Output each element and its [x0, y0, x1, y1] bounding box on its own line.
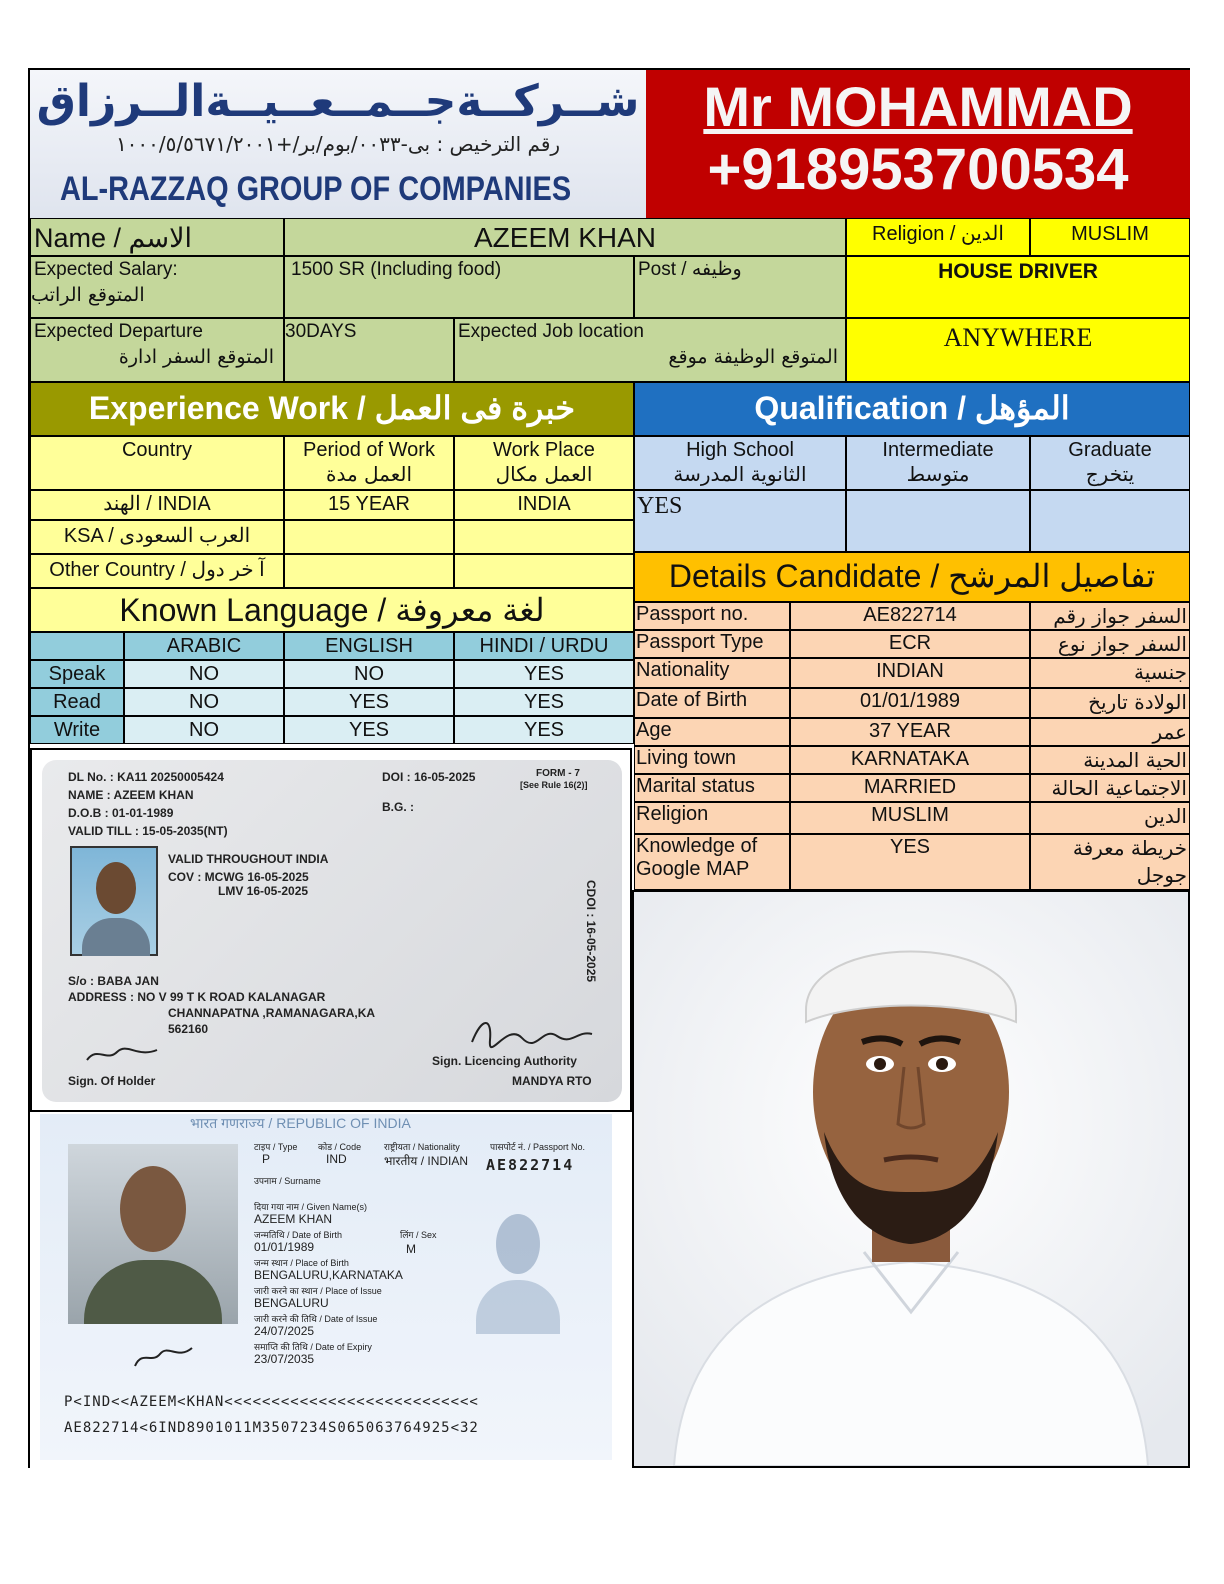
passport-signature — [130, 1342, 200, 1372]
lang-row-speak: Speak — [30, 660, 124, 688]
passport-ghost-shirt — [476, 1280, 560, 1334]
qual-col-high-en: High School — [686, 439, 794, 461]
departure-value: 30DAYS — [285, 321, 357, 342]
lang-col-english: ENGLISH — [284, 632, 454, 660]
qual-col-inter-en: Intermediate — [882, 439, 994, 461]
passport-dob: 01/01/1989 — [254, 1240, 315, 1254]
license-authority-signature — [462, 1012, 602, 1052]
passport-sex-label: लिंग / Sex — [400, 1230, 437, 1240]
qual-inter-value — [846, 490, 1030, 552]
details-arabic-9: خريطة معرفة جوجل — [1030, 834, 1190, 890]
license-so: S/o : BABA JAN — [68, 974, 159, 988]
lang-read-hindi: YES — [454, 688, 634, 716]
details-label-3: Nationality — [634, 658, 790, 688]
exp-col-place-en: Work Place — [493, 439, 595, 461]
exp-row-3-country: Other Country / آ خر دول — [30, 554, 284, 588]
post-label: Post / وظيفه — [638, 259, 742, 280]
passport-given: AZEEM KHAN — [254, 1212, 333, 1226]
license-cov1: COV : MCWG 16-05-2025 — [168, 870, 309, 884]
name-value: AZEEM KHAN — [284, 218, 846, 256]
lang-write-arabic: NO — [124, 716, 284, 744]
lang-col-arabic: ARABIC — [124, 632, 284, 660]
qual-col-grad-ar: يتخرج — [1085, 462, 1135, 486]
salary-label: Expected Salary: — [34, 259, 178, 280]
license-bg: B.G. : — [382, 800, 414, 814]
qual-col-grad-en: Graduate — [1068, 439, 1152, 461]
details-label-6: Living town — [634, 746, 790, 774]
passport-surname-label: उपनाम / Surname — [254, 1176, 321, 1186]
language-title: Known Language / لغة معروفة — [30, 588, 634, 632]
license-holder-signature — [82, 1042, 162, 1068]
details-arabic-8: الدين — [1030, 802, 1190, 834]
details-arabic-4: الولادة تاريخ — [1030, 688, 1190, 718]
passport-pob: BENGALURU,KARNATAKA — [254, 1268, 403, 1282]
details-value-9: YES — [790, 834, 1030, 890]
license-rule: [See Rule 16(2)] — [520, 780, 588, 790]
passport-photo-shirt — [84, 1260, 222, 1324]
post-value: HOUSE DRIVER — [846, 256, 1190, 318]
passport-type: P — [262, 1152, 271, 1166]
candidate-portrait — [634, 892, 1188, 1466]
license-photo — [70, 846, 158, 956]
details-value-6: KARNATAKA — [790, 746, 1030, 774]
details-arabic-3: جنسية — [1030, 658, 1190, 688]
lang-speak-hindi: YES — [454, 660, 634, 688]
lang-write-hindi: YES — [454, 716, 634, 744]
driving-license-image — [30, 748, 632, 1112]
post-label-cell — [634, 256, 846, 318]
passport-type-label: टाइप / Type — [254, 1142, 298, 1152]
passport-photo-face — [120, 1166, 186, 1252]
details-value-3: INDIAN — [790, 658, 1030, 688]
lang-row-write: Write — [30, 716, 124, 744]
lang-write-english: YES — [284, 716, 454, 744]
passport-poi: BENGALURU — [254, 1296, 329, 1310]
license-sign-holder: Sign. Of Holder — [68, 1074, 156, 1088]
license-dl-no: DL No. : KA11 20250005424 — [68, 770, 224, 784]
qual-grad-value — [1030, 490, 1190, 552]
license-cov2: LMV 16-05-2025 — [218, 884, 309, 898]
details-label-7: Marital status — [634, 774, 790, 802]
details-arabic-7: الاجتماعية الحالة — [1030, 774, 1190, 802]
details-label-2: Passport Type — [634, 630, 790, 658]
passport-page — [40, 1114, 612, 1460]
details-arabic-2: السفر جواز نوع — [1030, 630, 1190, 658]
religion-label: Religion / الدين — [846, 218, 1030, 256]
departure-label-cell — [30, 318, 284, 382]
details-value-4: 01/01/1989 — [790, 688, 1030, 718]
exp-col-place-ar: العمل مكال — [495, 462, 593, 486]
departure-label-arabic: المتوقع السفر ادارة — [118, 346, 274, 368]
candidate-photo — [632, 890, 1190, 1468]
license-name: NAME : AZEEM KHAN — [68, 788, 194, 802]
license-number: رقم الترخيص : بى-٠٠٣٣/بوم/بر/+١٠٠٠/٥/٥٦٧١/٢٠٠١ — [115, 132, 561, 156]
details-arabic-1: السفر جواز رقم — [1030, 602, 1190, 630]
exp-col-place — [454, 436, 634, 490]
salary-label-cell — [30, 256, 284, 318]
exp-col-period-en: Period of Work — [303, 439, 435, 461]
passport-nationality: भारतीय / INDIAN — [384, 1154, 469, 1168]
lang-read-english: YES — [284, 688, 454, 716]
passport-dob-label: जन्मतिथि / Date of Birth — [254, 1230, 342, 1240]
license-photo-face — [96, 862, 136, 914]
details-value-5: 37 YEAR — [790, 718, 1030, 746]
license-cdoi: CDOI : 16-05-2025 — [584, 880, 598, 983]
details-label-5: Age — [634, 718, 790, 746]
license-form: FORM - 7 — [536, 768, 580, 779]
exp-row-1-period: 15 YEAR — [284, 490, 454, 520]
qual-col-grad — [1030, 436, 1190, 490]
qual-col-high — [634, 436, 846, 490]
details-label-9: Knowledge of Google MAP — [634, 834, 790, 890]
religion-value: MUSLIM — [1030, 218, 1190, 256]
exp-col-period-ar: العمل مدة — [325, 462, 413, 486]
exp-row-2-period — [284, 520, 454, 554]
contact-phone: +918953700534 — [707, 137, 1129, 202]
qual-col-high-ar: الثانوية المدرسة — [673, 462, 807, 486]
passport-no-label: पासपोर्ट नं. / Passport No. — [490, 1142, 586, 1152]
biodata-sheet — [28, 68, 1190, 1468]
details-value-1: AE822714 — [790, 602, 1030, 630]
experience-title: Experience Work / خبرة فى العمل — [30, 382, 634, 436]
lang-row-read: Read — [30, 688, 124, 716]
details-arabic-5: عمر — [1030, 718, 1190, 746]
passport-doe: 23/07/2035 — [254, 1352, 315, 1366]
details-value-2: ECR — [790, 630, 1030, 658]
passport-banner: भारत गणराज्य / REPUBLIC OF INDIA — [190, 1115, 411, 1131]
license-address-3: 562160 — [168, 1022, 209, 1036]
passport-ghost-photo — [468, 1204, 564, 1334]
passport-no: AE822714 — [486, 1156, 575, 1174]
passport-nationality-label: राष्ट्रीयता / Nationality — [384, 1142, 460, 1152]
job-location-label-cell — [454, 318, 846, 382]
passport-photo — [68, 1144, 238, 1324]
details-arabic-6: الحية المدينة — [1030, 746, 1190, 774]
exp-row-2-place — [454, 520, 634, 554]
details-value-7: MARRIED — [790, 774, 1030, 802]
exp-col-country: Country — [30, 436, 284, 490]
exp-row-1-place: INDIA — [454, 490, 634, 520]
exp-row-3-period — [284, 554, 454, 588]
lang-speak-english: NO — [284, 660, 454, 688]
passport-poi-label: जारी करने का स्थान / Place of Issue — [254, 1286, 382, 1296]
exp-row-1-country: الهند / INDIA — [30, 490, 284, 520]
passport-ghost-face — [496, 1214, 540, 1274]
departure-value-cell — [284, 318, 454, 382]
license-rto: MANDYA RTO — [512, 1074, 592, 1088]
job-location-label-arabic: المتوقع الوظيفة موقع — [668, 346, 838, 368]
qual-high-value: YES — [634, 490, 846, 552]
passport-given-label: दिया गया नाम / Given Name(s) — [254, 1202, 368, 1212]
salary-label-arabic: المتوقع الراتب — [31, 284, 145, 306]
exp-row-2-country: KSA / العرب السعودى — [30, 520, 284, 554]
passport-doe-label: समाप्ति की तिथि / Date of Expiry — [254, 1342, 372, 1352]
company-logo — [30, 70, 646, 218]
passport-doi-label: जारी करने की तिथि / Date of Issue — [254, 1314, 378, 1324]
license-address-1: ADDRESS : NO V 99 T K ROAD KALANAGAR — [68, 990, 326, 1004]
passport-code-label: कोड / Code — [318, 1142, 362, 1152]
passport-mrz-line-2: AE822714<6IND8901011M3507234S065063764925<32 — [64, 1420, 479, 1436]
qualification-title: Qualification / المؤهل — [634, 382, 1190, 436]
job-location-label: Expected Job location — [458, 321, 644, 342]
details-label-8: Religion — [634, 802, 790, 834]
details-label-4: Date of Birth — [634, 688, 790, 718]
license-valid-india: VALID THROUGHOUT INDIA — [168, 852, 329, 866]
passport-pob-label: जन्म स्थान / Place of Birth — [254, 1258, 349, 1268]
license-address-2: CHANNAPATNA ,RAMANAGARA,KA — [168, 1006, 376, 1020]
lang-col-hindi: HINDI / URDU — [454, 632, 634, 660]
salary-value: 1500 SR (Including food) — [291, 259, 502, 280]
passport-sex: M — [406, 1242, 416, 1256]
license-sign-authority: Sign. Licencing Authority — [432, 1054, 577, 1068]
exp-row-3-place — [454, 554, 634, 588]
company-name-english: AL-RAZZAQ GROUP OF COMPANIES — [60, 170, 572, 208]
contact-name: Mr MOHAMMAD — [703, 75, 1133, 138]
name-label-cell — [30, 218, 284, 256]
passport-image — [30, 1112, 632, 1468]
license-photo-shirt — [82, 918, 150, 956]
license-dob: D.O.B : 01-01-1989 — [68, 806, 174, 820]
contact-box — [646, 70, 1190, 218]
details-label-1: Passport no. — [634, 602, 790, 630]
lang-speak-arabic: NO — [124, 660, 284, 688]
name-label: Name / الاسم — [34, 223, 193, 253]
details-title: Details Candidate / تفاصيل المرشح — [634, 552, 1190, 602]
company-name-arabic: شــركــةجــمــعــيــةالــرزاق — [36, 76, 640, 127]
license-valid-till: VALID TILL : 15-05-2035(NT) — [68, 824, 228, 838]
departure-label: Expected Departure — [34, 321, 203, 342]
license-doi: DOI : 16-05-2025 — [382, 770, 476, 784]
qual-col-inter-ar: متوسط — [906, 462, 970, 486]
lang-read-arabic: NO — [124, 688, 284, 716]
passport-doi: 24/07/2025 — [254, 1324, 315, 1338]
exp-col-period — [284, 436, 454, 490]
details-value-8: MUSLIM — [790, 802, 1030, 834]
qual-col-inter — [846, 436, 1030, 490]
license-card — [42, 760, 622, 1102]
passport-mrz-line-1: P<IND<<AZEEM<KHAN<<<<<<<<<<<<<<<<<<<<<<<<<<< — [64, 1394, 479, 1410]
lang-corner-cell — [30, 632, 124, 660]
passport-code: IND — [326, 1152, 347, 1166]
salary-value-cell — [284, 256, 634, 318]
job-location-value: ANYWHERE — [846, 318, 1190, 382]
